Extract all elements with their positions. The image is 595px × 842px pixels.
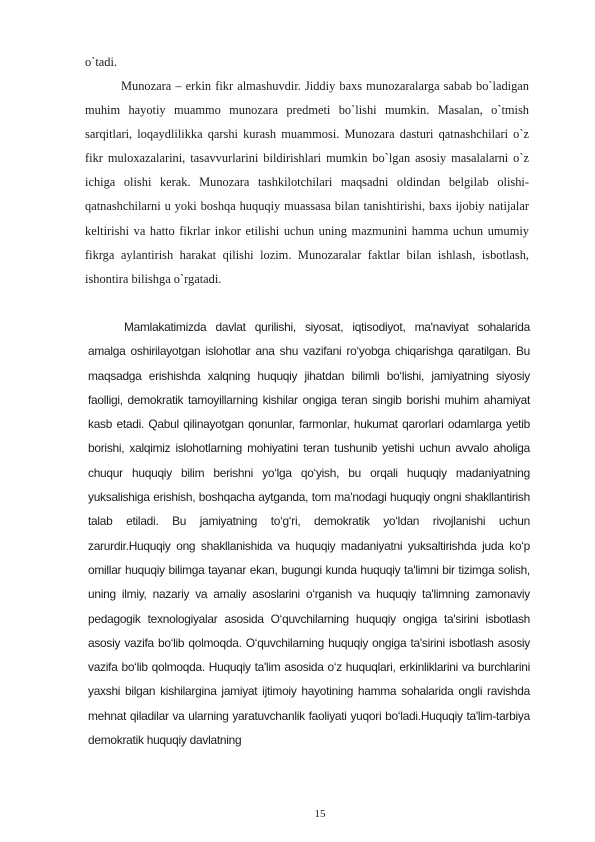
paragraph-continuation: o`tadi. xyxy=(85,55,117,69)
paragraph-islohotlar: Mamlakatimizda davlat qurilishi, siyosat, iqtisodiyot, ma'naviyat sohalarida amalga oshirilayotgan islohotlar ana shu vazifani ro‘yobga chiqarishga qaratilgan. Bu maqsadga erishishda xalqning huquqiy jihatdan bilimli bo‘lishi, jamiyatning siyosiy faolligi, demokratik tamoyillarning kishilar ongiga teran singib borishi muhim ahamiyat kasb etadi. Qabul qilinayotgan qonunlar, farmonlar, hukumat qarorlari odamlarga yetib borishi, xalqimiz islohotlarning mohiyatini teran tushunib yetishi uchun avvalo aholiga chuqur huquqiy bilim berishni yo‘lga qo‘yish, bu orqali huquqiy madaniyatning yuksalishiga erishish, boshqacha aytganda, tom ma'nodagi huquqiy ongni shakllantirish talab etiladi. Bu jamiyatning to‘g‘ri, demokratik yo‘ldan rivojlanishi uchun zarurdir.Huquqiy ong shakllanishida va huquqiy madaniyatni yuksaltirishda juda ko‘p omillar huquqiy bilimga tayanar ekan, bugungi kunda huquqiy ta'limni bir tizimga solish, uning ilmiy, nazariy va amaliy asoslarini o‘rganish va huquqiy ta'limning zamonaviy pedagogik texnologiyalar asosida O‘quvchilarning huquqiy ongiga ta'sirini isbotlash asosiy vazifa bo‘lib qolmoqda. O‘quvchilarning huquqiy ongiga ta'sirini isbotlash asosiy vazifa bo‘lib qolmoqda. Huquqiy ta'lim asosida o‘z huquqlari, erkinliklarini va burchlarini yaxshi bilgan kishilargina jamiyat ijtimoiy hayotining hamma sohalarida ongli ravishda mehnat qiladilar va ularning yaratuvchanlik faoliyati yuqori bo‘ladi.Huquqiy ta'lim-tarbiya demokratik huquqiy davlatning xyxy=(88,320,530,748)
page-number: 15 xyxy=(314,808,326,820)
paragraph-munozara: Munozara – erkin fikr almashuvdir. Jiddiy baxs munozaralarga sabab bo`ladigan muhim hayotiy muammo munozara predmeti bo`lishi mumkin. Masalan, o`tmish sarqitlari, loqaydlilikka qarshi kurash muammosi. Munozara dasturi qatnashchilari o`z fikr muloxazalarini, tasavvurlarini bildirishlari mumkin bo`lgan asosiy masalalarni o`z ichiga olishi kerak. Munozara tashkilotchilari maqsadni oldindan belgilab olishi- qatnashchilarni u yoki boshqa huquqiy muassasa bilan tanishtirishi, baxs ijobiy natijalar keltirishi va hatto fikrlar inkor etilishi uchun uning mazmunini hamma uchun umumiy fikrga aylantirish harakat qilishi lozim. Munozaralar faktlar bilan ishlash, isbotlash, ishontira bilishga o`rgatadi. xyxy=(85,79,529,286)
